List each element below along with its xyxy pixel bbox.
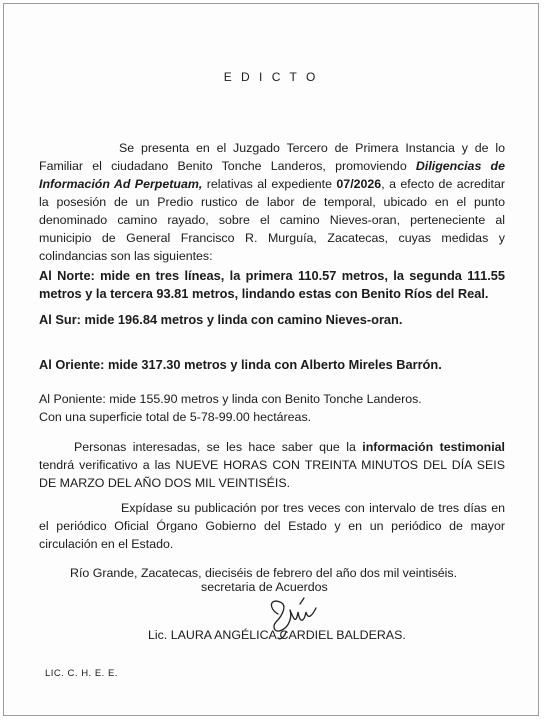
- oriente-text: Al Oriente: mide 317.30 metros y linda con Alberto Mireles Barrón.: [39, 357, 442, 372]
- secretaria-title: secretaria de Acuerdos: [201, 580, 328, 594]
- diligencias-title: Diligencias de Información Ad Perpetuam,: [39, 159, 506, 191]
- intro-text-3: , a efecto de acreditar la posesión de un Predio rustico de labor de temporal, ubicado en el punto denominado camino rayado, sobre el camino Nieves-oran, perteneciente al municipio de General Francisco R. Murguía, Zacatecas, cuyas medidas y colindancias son las siguientes:: [39, 177, 505, 263]
- document-title: E D I C T O: [223, 70, 319, 84]
- intro-text-2: relativas al expediente: [202, 177, 337, 191]
- sur-text: Al Sur: mide 196.84 metros y linda con camino Nieves-oran.: [39, 312, 403, 327]
- norte-text: Al Norte: mide en tres líneas, la primera 110.57 metros, la segunda 111.55 metros y la tercera 93.81 metros, lindando estas con Benito Ríos del Real.: [39, 268, 505, 301]
- informacion-testimonial: información testimonial: [362, 440, 505, 454]
- oriente-boundary: [39, 356, 505, 374]
- place-date: Río Grande, Zacatecas, dieciséis de febrero del año dos mil veintiséis.: [70, 566, 458, 580]
- sur-boundary: [39, 311, 505, 329]
- norte-boundary: [39, 267, 505, 303]
- superficie-line: Con una superficie total de 5-78-99.00 hectáreas.: [39, 410, 312, 424]
- document-page: [3, 3, 539, 716]
- personas-text-2: tendrá verificativo a las NUEVE HORAS CON TREINTA MINUTOS DEL DÍA SEIS DE MARZO DEL AÑO DOS MIL VEINTISÉIS.: [39, 458, 505, 490]
- personas-paragraph: [39, 438, 505, 492]
- expidase-paragraph: [39, 499, 505, 553]
- expediente-number: 07/2026: [336, 177, 382, 191]
- intro-paragraph: [39, 139, 505, 265]
- poniente-line-1: Al Poniente: mide 155.90 metros y linda con Benito Tonche Landeros.: [39, 392, 422, 406]
- poniente-boundary: [39, 390, 505, 426]
- expidase-text: Expídase su publicación por tres veces con intervalo de tres días en el periódico Oficial Órgano Gobierno del Estado y en un periódico de mayor circulación en el Estado.: [39, 501, 505, 551]
- personas-text-1: Personas interesadas, se les hace saber que la: [74, 440, 363, 454]
- signer-name: Lic. LAURA ANGÉLICA CARDIEL BALDERAS.: [148, 628, 406, 642]
- intro-text-1: Se presenta en el Juzgado Tercero de Primera Instancia y de lo Familiar el ciudadano Benito Tonche Landeros, promoviendo: [39, 141, 505, 173]
- initials: LIC. C. H. E. E.: [45, 668, 118, 679]
